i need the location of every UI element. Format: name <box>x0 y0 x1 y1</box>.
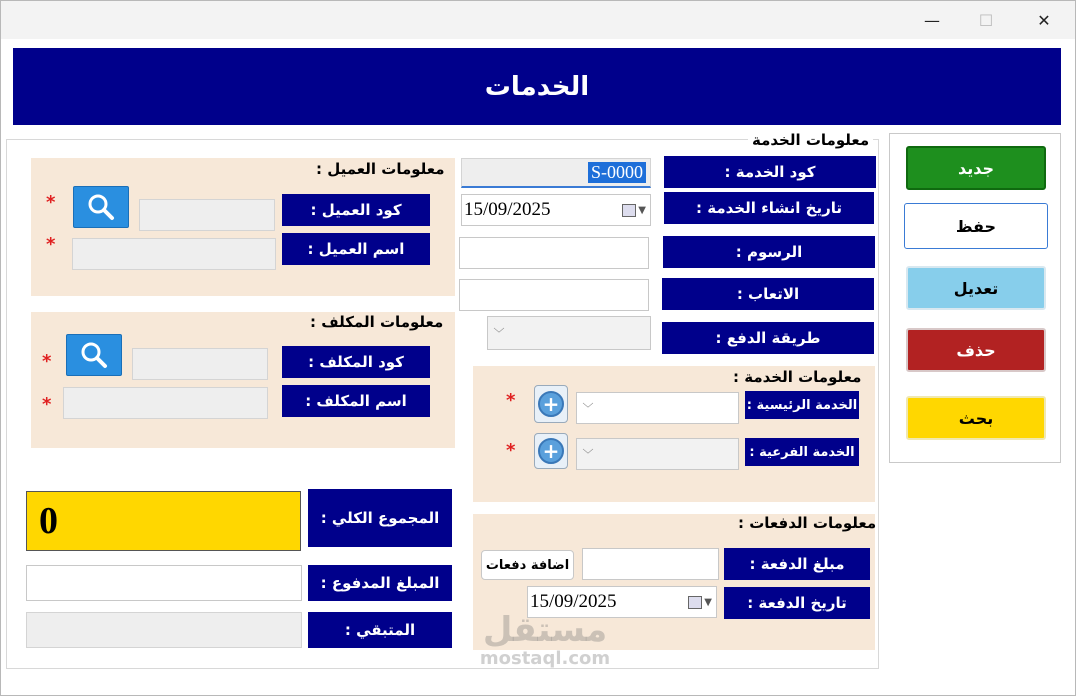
main-service-label: الخدمة الرئيسية : <box>745 391 859 419</box>
service-date-label: تاريخ انشاء الخدمة : <box>664 192 874 224</box>
chevron-down-icon: ﹀ <box>582 448 594 461</box>
watermark <box>470 612 620 682</box>
sub-service-select[interactable] <box>576 438 739 470</box>
save-button[interactable]: حفظ <box>904 203 1048 249</box>
title-bar <box>1 1 1075 39</box>
required-marker: * <box>42 351 52 372</box>
total-value: 0 <box>26 491 301 551</box>
client-title: معلومات العميل : <box>316 160 445 178</box>
main-service-select[interactable] <box>576 392 739 424</box>
service-type-panel <box>473 366 875 502</box>
assignee-code-field[interactable] <box>132 348 268 380</box>
remaining-label: المتبقي : <box>308 612 452 648</box>
effort-label: الاتعاب : <box>662 278 874 310</box>
sub-service-label: الخدمة الفرعية : <box>745 438 859 466</box>
chevron-down-icon: ﹀ <box>582 402 594 415</box>
minimize-icon: — <box>924 10 940 30</box>
fees-label: الرسوم : <box>663 236 875 268</box>
search-icon <box>86 192 116 222</box>
page-title: الخدمات <box>13 48 1061 125</box>
assignee-search-button[interactable] <box>66 334 122 376</box>
chevron-down-icon: ﹀ <box>493 327 505 340</box>
fees-field[interactable] <box>459 237 649 269</box>
remaining-field[interactable] <box>26 612 302 648</box>
calendar-icon <box>622 204 636 217</box>
payment-date-value: 15/09/2025 <box>530 591 617 612</box>
calendar-icon <box>688 596 702 609</box>
maximize-icon: ☐ <box>978 10 994 30</box>
service-code-label: كود الخدمة : <box>664 156 876 188</box>
payment-method-select[interactable] <box>487 316 651 350</box>
search-button[interactable]: بحث <box>906 396 1046 440</box>
required-marker: * <box>42 394 52 415</box>
watermark-brand: مستقل <box>482 610 608 650</box>
add-payments-label: اضافة دفعات <box>485 557 570 573</box>
effort-field[interactable] <box>459 279 649 311</box>
client-code-label: كود العميل : <box>282 194 430 226</box>
watermark-domain: mostaql.com <box>479 648 611 669</box>
service-date-picker[interactable] <box>461 194 651 226</box>
search-icon <box>79 340 109 370</box>
minimize-button[interactable] <box>909 1 955 39</box>
required-marker: * <box>506 440 516 461</box>
add-payments-button[interactable] <box>481 550 574 580</box>
new-button[interactable]: جديد <box>906 146 1046 190</box>
service-code-field[interactable] <box>461 158 651 188</box>
plus-icon: + <box>538 438 564 464</box>
add-sub-service-button[interactable] <box>534 433 568 469</box>
payment-date-label: تاريخ الدفعة : <box>724 587 870 619</box>
assignee-panel <box>31 312 455 448</box>
paid-label: المبلغ المدفوع : <box>308 565 452 601</box>
service-code-value: S-0000 <box>588 162 646 183</box>
service-info-title: معلومات الخدمة <box>748 131 873 149</box>
payments-title: معلومات الدفعات : <box>738 514 877 532</box>
delete-button[interactable]: حذف <box>906 328 1046 372</box>
maximize-button[interactable] <box>963 1 1009 39</box>
client-code-field[interactable] <box>139 199 275 231</box>
payment-method-label: طريقة الدفع : <box>662 322 874 354</box>
service-type-title: معلومات الخدمة : <box>733 368 862 386</box>
chevron-down-icon: ▼ <box>704 596 712 608</box>
chevron-down-icon: ▼ <box>638 204 646 216</box>
close-button[interactable] <box>1021 1 1067 39</box>
payment-amount-field[interactable] <box>582 548 719 580</box>
plus-icon: + <box>538 391 564 417</box>
service-date-value: 15/09/2025 <box>464 199 551 220</box>
assignee-code-label: كود المكلف : <box>282 346 430 378</box>
paid-field[interactable] <box>26 565 302 601</box>
client-search-button[interactable] <box>73 186 129 228</box>
client-name-field[interactable] <box>72 238 276 270</box>
add-main-service-button[interactable] <box>534 385 568 423</box>
required-marker: * <box>506 390 516 411</box>
assignee-name-label: اسم المكلف : <box>282 385 430 417</box>
close-icon: ✕ <box>1037 10 1051 30</box>
required-marker: * <box>46 192 56 213</box>
client-name-label: اسم العميل : <box>282 233 430 265</box>
assignee-title: معلومات المكلف : <box>310 313 444 331</box>
assignee-name-field[interactable] <box>63 387 268 419</box>
total-label: المجموع الكلي : <box>308 489 452 547</box>
required-marker: * <box>46 234 56 255</box>
edit-button[interactable]: تعديل <box>906 266 1046 310</box>
payment-amount-label: مبلغ الدفعة : <box>724 548 870 580</box>
